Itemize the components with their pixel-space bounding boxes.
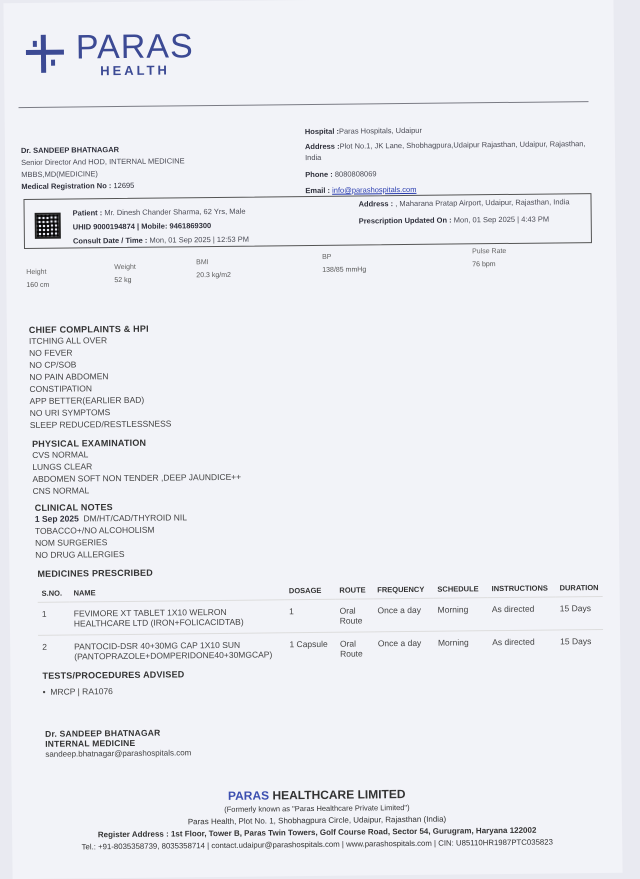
footer-company-rest: HEALTHCARE LIMITED	[269, 787, 406, 803]
bullet-icon: •	[42, 686, 51, 697]
hospital-address-label: Address :	[304, 141, 340, 152]
qr-code-icon	[35, 213, 61, 239]
vital-bmi: BMI 20.3 kg/m2	[196, 259, 231, 280]
hospital-info	[305, 123, 596, 197]
list-item: NO DRUG ALLERGIES	[35, 548, 125, 560]
list-item: SLEEP REDUCED/RESTLESSNESS	[29, 418, 172, 430]
footer-contact: Tel.: +91-8035358739, 8035358714 | contact.udaipur@parashospitals.com | www.parashospitals.com | CIN: U85110HR1987PTC035823	[81, 837, 553, 852]
cell: 15 Days	[556, 596, 603, 629]
hospital-address-value: Plot No.1, JK Lane, Shobhagpura,Udaipur Rajasthan, Udaipur, Rajasthan, India	[305, 139, 586, 163]
cell: Morning	[434, 631, 489, 664]
tests-title: TESTS/PROCEDURES ADVISED	[42, 669, 185, 681]
list-item: NO FEVER	[29, 347, 73, 358]
brand-name: PARAS	[75, 27, 194, 67]
patient-value: Mr. Dinesh Chander Sharma, 62 Yrs, Male	[104, 206, 246, 218]
brand-sub: HEALTH	[100, 62, 170, 79]
cell: Morning	[433, 598, 488, 632]
column-header: DOSAGE	[288, 585, 322, 596]
physical-exam-title: PHYSICAL EXAMINATION	[31, 437, 147, 449]
medicines-title: MEDICINES PRESCRIBED	[37, 567, 153, 579]
clinical-notes-title: CLINICAL NOTES	[34, 502, 113, 513]
list-item	[43, 682, 363, 697]
signature-dept: INTERNAL MEDICINE	[45, 737, 136, 749]
cell: 1 Capsule	[285, 632, 336, 665]
footer-register-value: 1st Floor, Tower B, Paras Twin Towers, Golf Course Road, Sector 54, Gurugram, Haryana 122002	[170, 825, 537, 839]
medicines-table	[38, 579, 604, 668]
cell: 1	[285, 599, 336, 633]
column-header: ROUTE	[339, 585, 366, 595]
table-row	[38, 629, 603, 667]
list-item: ITCHING ALL OVER	[28, 335, 108, 346]
phone-label: Phone :	[305, 169, 333, 180]
hospital-label: Hospital :	[304, 126, 340, 137]
cell: As directed	[488, 597, 556, 631]
rx-updated-value: Mon, 01 Sep 2025 | 4:43 PM	[453, 214, 550, 225]
registration-row	[21, 178, 281, 193]
cell: FEVIMORE XT TABLET 1X10 WELRON HEALTHCARE LTD (IRON+FOLICACIDTAB)	[70, 600, 286, 635]
cell: Oral Route	[335, 599, 373, 632]
list-item: NOM SURGERIES	[35, 537, 108, 548]
phone-value: 8080808069	[334, 169, 377, 179]
consult-label: Consult Date / Time :	[72, 235, 148, 246]
list-item: ABDOMEN SOFT NON TENDER ,DEEP JAUNDICE++	[32, 471, 242, 484]
medicines-section	[37, 563, 603, 668]
patient-address-label: Address :	[358, 199, 394, 209]
list-item: LUNGS CLEAR	[32, 461, 93, 472]
chief-complaints-section	[29, 322, 350, 431]
patient-label: Patient :	[72, 208, 103, 218]
paras-logo-icon	[24, 33, 66, 75]
email-label: Email :	[305, 185, 331, 196]
signature-email: sandeep.bhatnagar@parashospitals.com	[45, 748, 192, 759]
list-item: CONSTIPATION	[29, 383, 93, 394]
column-header: DURATION	[559, 583, 599, 593]
footer	[12, 785, 623, 852]
signature-name: Dr. SANDEEP BHATNAGAR	[45, 727, 161, 739]
email-link[interactable]: info@parashospitals.com	[332, 184, 417, 195]
list-item: TOBACCO+/NO ALCOHOLISM	[34, 524, 155, 536]
cell: Once a day	[374, 631, 434, 664]
list-item: NO CP/SOB	[29, 359, 77, 370]
registration-label: Medical Registration No :	[21, 181, 112, 192]
column-header: S.NO.	[41, 588, 63, 598]
footer-address: Paras Health, Plot No. 1, Shobhagpura Circle, Udaipur, Rajasthan (India)	[187, 814, 447, 827]
registration-value: 12695	[113, 180, 135, 191]
cell: As directed	[488, 630, 556, 663]
clinical-notes-section	[35, 500, 356, 561]
cell: 15 Days	[556, 629, 603, 662]
list-item: CVS NORMAL	[32, 449, 89, 460]
prescription-sheet	[3, 0, 622, 879]
header-divider	[19, 101, 589, 108]
vitals-row	[26, 249, 596, 295]
column-header: INSTRUCTIONS	[491, 583, 548, 594]
rx-updated-label: Prescription Updated On :	[358, 215, 452, 226]
list-item: NO URI SYMPTOMS	[29, 407, 111, 418]
notes-date: 1 Sep 2025	[34, 513, 79, 524]
consult-value: Mon, 01 Sep 2025 | 12:53 PM	[149, 234, 250, 245]
vital-pulse: Pulse Rate 76 bpm	[472, 247, 507, 269]
vital-bp: BP 138/85 mmHg	[322, 253, 367, 274]
doctor-name: Dr. SANDEEP BHATNAGAR	[20, 145, 120, 156]
list-item: CNS NORMAL	[32, 485, 90, 496]
doctor-degree: MBBS,MD(MEDICINE)	[21, 169, 98, 180]
list-item: NO PAIN ABDOMEN	[29, 371, 109, 382]
signature-block	[45, 725, 365, 760]
cell: Once a day	[373, 598, 433, 632]
cell: Oral Route	[336, 632, 374, 665]
cell: PANTOCID-DSR 40+30MG CAP 1X10 SUN (PANTOPRAZOLE+DOMPERIDONE40+30MGCAP)	[70, 633, 286, 668]
notes-date-text: DM/HT/CAD/THYROID NIL	[83, 512, 187, 524]
cell: 1	[38, 602, 70, 635]
column-header: NAME	[73, 588, 96, 598]
footer-company-accent: PARAS	[227, 788, 270, 803]
footer-formerly: (Formerly known as "Paras Healthcare Private Limited")	[224, 803, 410, 814]
list-item: APP BETTER(EARLIER BAD)	[29, 394, 145, 406]
cell: 2	[38, 635, 70, 668]
footer-register-label: Register Address :	[97, 829, 169, 840]
physical-exam-section	[32, 436, 353, 497]
uhid-mobile: UHID 9000194874 | Mobile: 9461869300	[72, 221, 212, 232]
test-item: MRCP | RA1076	[50, 686, 113, 697]
vital-weight: Weight 52 kg	[114, 263, 136, 285]
patient-box	[23, 193, 591, 249]
doctor-title: Senior Director And HOD, INTERNAL MEDICINE	[21, 156, 185, 168]
chief-complaints-title: CHIEF COMPLAINTS & HPI	[28, 323, 149, 335]
hospital-value: Paras Hospitals, Udaipur	[338, 125, 422, 136]
patient-address-value: , Maharana Pratap Airport, Udaipur, Rajasthan, India	[395, 197, 570, 209]
doctor-info	[21, 142, 281, 193]
vital-height: Height 160 cm	[26, 268, 50, 289]
tests-section	[42, 667, 362, 697]
column-header: SCHEDULE	[437, 584, 479, 594]
column-header: FREQUENCY	[377, 584, 425, 595]
